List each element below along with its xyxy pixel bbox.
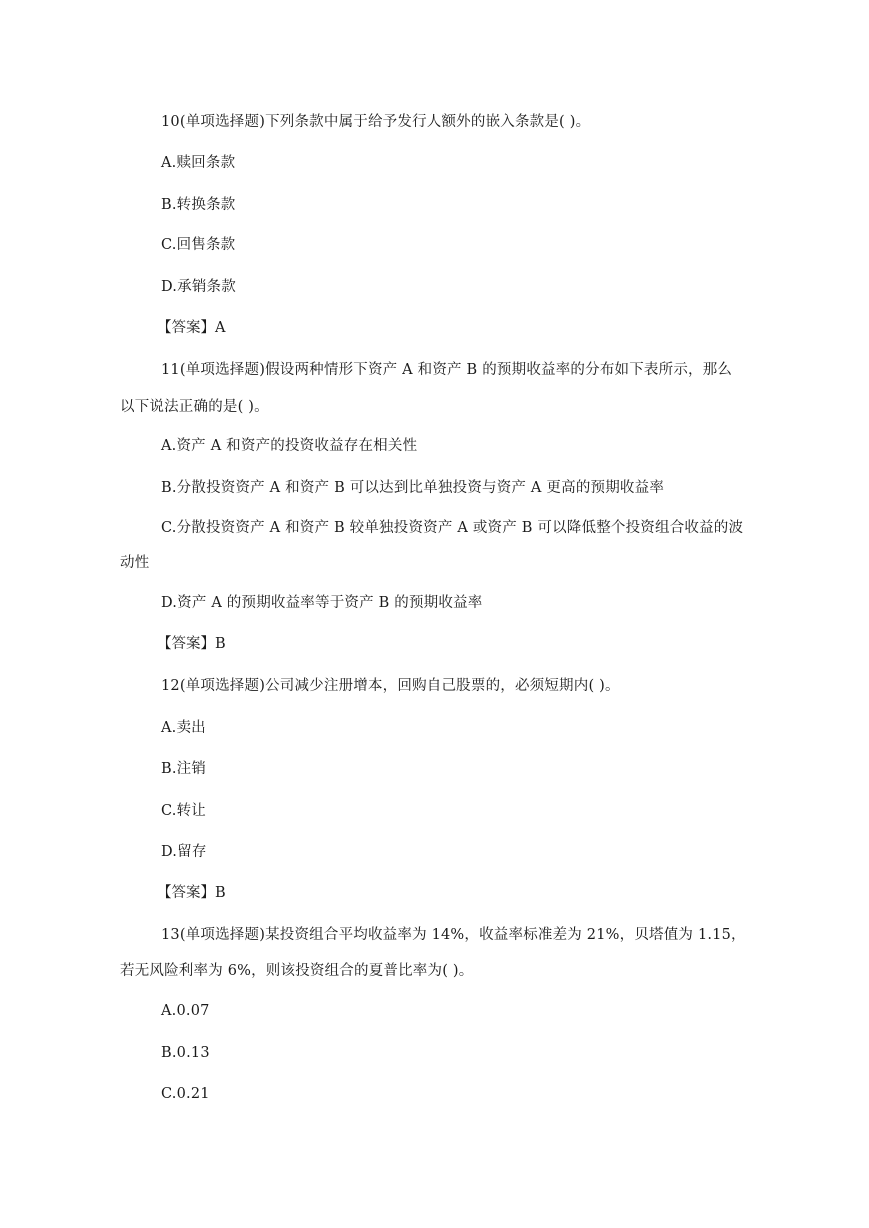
question-11-option-c-line-1: C.分散投资资产 A 和资产 B 较单独投资资产 A 或资产 B 可以降低整个投资组合收益的波 — [161, 520, 744, 536]
question-13-option-a: A.0.07 — [161, 1003, 210, 1019]
question-13-option-b: B.0.13 — [161, 1045, 210, 1061]
question-11-option-c-line-2: 动性 — [120, 555, 150, 571]
question-11-option-d: D.资产 A 的预期收益率等于资产 B 的预期收益率 — [161, 595, 483, 611]
question-10-option-a: A.赎回条款 — [161, 155, 236, 171]
question-12-option-d: D.留存 — [161, 844, 207, 860]
question-11-answer — [157, 634, 226, 654]
answer-label: 【答案】 — [157, 636, 215, 652]
question-11-option-b: B.分散投资资产 A 和资产 B 可以达到比单独投资与资产 A 更高的预期收益率 — [161, 480, 665, 496]
question-12-option-b: B.注销 — [161, 761, 207, 777]
question-11-stem-line-2: 以下说法正确的是( )。 — [120, 399, 269, 415]
question-11-stem-line-1: 11(单项选择题)假设两种情形下资产 A 和资产 B 的预期收益率的分布如下表所示，那么 — [161, 362, 733, 378]
question-13-stem-line-2: 若无风险利率为 6%，则该投资组合的夏普比率为( )。 — [120, 963, 474, 979]
question-13-option-c: C.0.21 — [161, 1086, 210, 1102]
question-12-answer — [157, 883, 226, 903]
question-11-option-a: A.资产 A 和资产的投资收益存在相关性 — [161, 438, 418, 454]
question-12-stem: 12(单项选择题)公司减少注册增本，回购自己股票的，必须短期内( )。 — [161, 678, 620, 694]
answer-value: B — [215, 885, 226, 901]
answer-value: A — [215, 320, 226, 336]
question-10-option-c: C.回售条款 — [161, 237, 236, 253]
answer-label: 【答案】 — [157, 885, 215, 901]
answer-value: B — [215, 636, 226, 652]
question-12-option-a: A.卖出 — [161, 720, 206, 736]
question-13-stem-line-1: 13(单项选择题)某投资组合平均收益率为 14%，收益率标准差为 21%，贝塔值为 1.15， — [161, 927, 746, 943]
question-10-answer — [157, 318, 226, 338]
question-10-option-b: B.转换条款 — [161, 197, 236, 213]
answer-label: 【答案】 — [157, 320, 215, 336]
question-10-option-d: D.承销条款 — [161, 279, 236, 295]
question-10-stem: 10(单项选择题)下列条款中属于给予发行人额外的嵌入条款是( )。 — [161, 114, 591, 130]
question-12-option-c: C.转让 — [161, 803, 206, 819]
